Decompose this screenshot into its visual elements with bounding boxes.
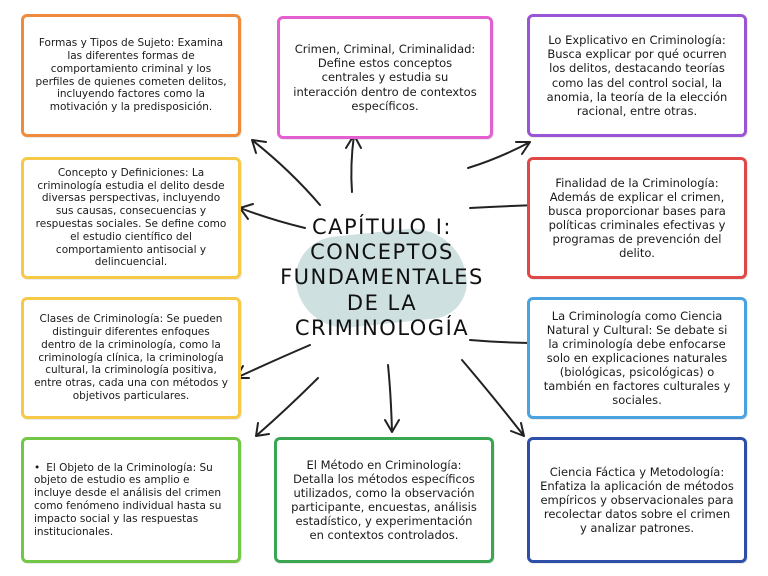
card-finalidad <box>527 157 747 279</box>
arrow-to-objeto <box>256 378 318 436</box>
card-metodo <box>274 437 494 563</box>
card-crimen-text: Crimen, Criminal, Criminalidad: Define estos conceptos centrales y estudia su interacción dentro de contextos específicos. <box>293 42 477 113</box>
card-explicativo <box>527 14 747 137</box>
card-formas-text: Formas y Tipos de Sujeto: Examina las diferentes formas de comportamiento criminal y los perfiles de quienes cometen delitos, incluyendo factores como la motivación y la predisposición. <box>35 37 227 114</box>
arrow-to-factica <box>462 360 524 436</box>
card-clases-text: Clases de Criminología: Se pueden distinguir diferentes enfoques dentro de la criminología, como la criminología clínica, la criminología cultural, la criminología positiva, entre otras, cada una con métodos y objetivos particulares. <box>34 313 228 402</box>
card-clases <box>21 297 241 419</box>
card-objeto <box>21 437 241 563</box>
card-factica-text: Ciencia Fáctica y Metodología: Enfatiza la aplicación de métodos empíricos y observacionales para recolectar datos sobre el crimen y analizar patrones. <box>540 464 734 536</box>
card-explicativo-text: Lo Explicativo en Criminología: Busca explicar por qué ocurren los delitos, destacando teorías como las del control social, la anomia, la teoría de la elección racional, entre otras. <box>546 33 728 118</box>
card-metodo-text: El Método en Criminología: Detalla los métodos específicos utilizados, como la observación participante, encuestas, análisis estadístico, y experimentación en contextos controlados. <box>291 457 477 543</box>
card-factica <box>527 437 747 563</box>
arrow-to-crimen <box>346 135 361 192</box>
arrow-to-formas <box>252 140 320 205</box>
card-concepto <box>21 157 241 279</box>
arrow-to-explicativo <box>468 142 530 168</box>
card-concepto-text: Concepto y Definiciones: La criminología estudia el delito desde diversas perspectivas, incluyendo sus causas, consecuencias y respuestas sociales. Se define como el estudio científico del comportamiento antisocial y delincuencial. <box>35 166 227 269</box>
arrow-to-metodo <box>385 365 399 432</box>
card-crimen <box>277 16 493 139</box>
card-finalidad-text: Finalidad de la Criminología: Además de explicar el crimen, busca proporcionar bases para políticas criminales efectivas y programas de prevención del delito. <box>548 175 726 261</box>
card-ciencia-text: La Criminología como Ciencia Natural y Cultural: Se debate si la criminología debe enfocarse solo en explicaciones naturales (biológicas, psicológicas) o también en factores culturales y sociales. <box>543 308 731 408</box>
central-title: CAPÍTULO I: CONCEPTOS FUNDAMENTALES DE LA CRIMINOLOGÍA <box>280 215 484 340</box>
card-ciencia <box>527 297 747 419</box>
card-objeto-text: • El Objeto de la Criminología: Su objeto de estudio es amplio e incluye desde el análisis del crimen como fenómeno individual hasta su impacto social y las respuestas institucionales. <box>34 462 228 539</box>
card-formas <box>21 14 241 137</box>
central-topic <box>262 198 502 358</box>
